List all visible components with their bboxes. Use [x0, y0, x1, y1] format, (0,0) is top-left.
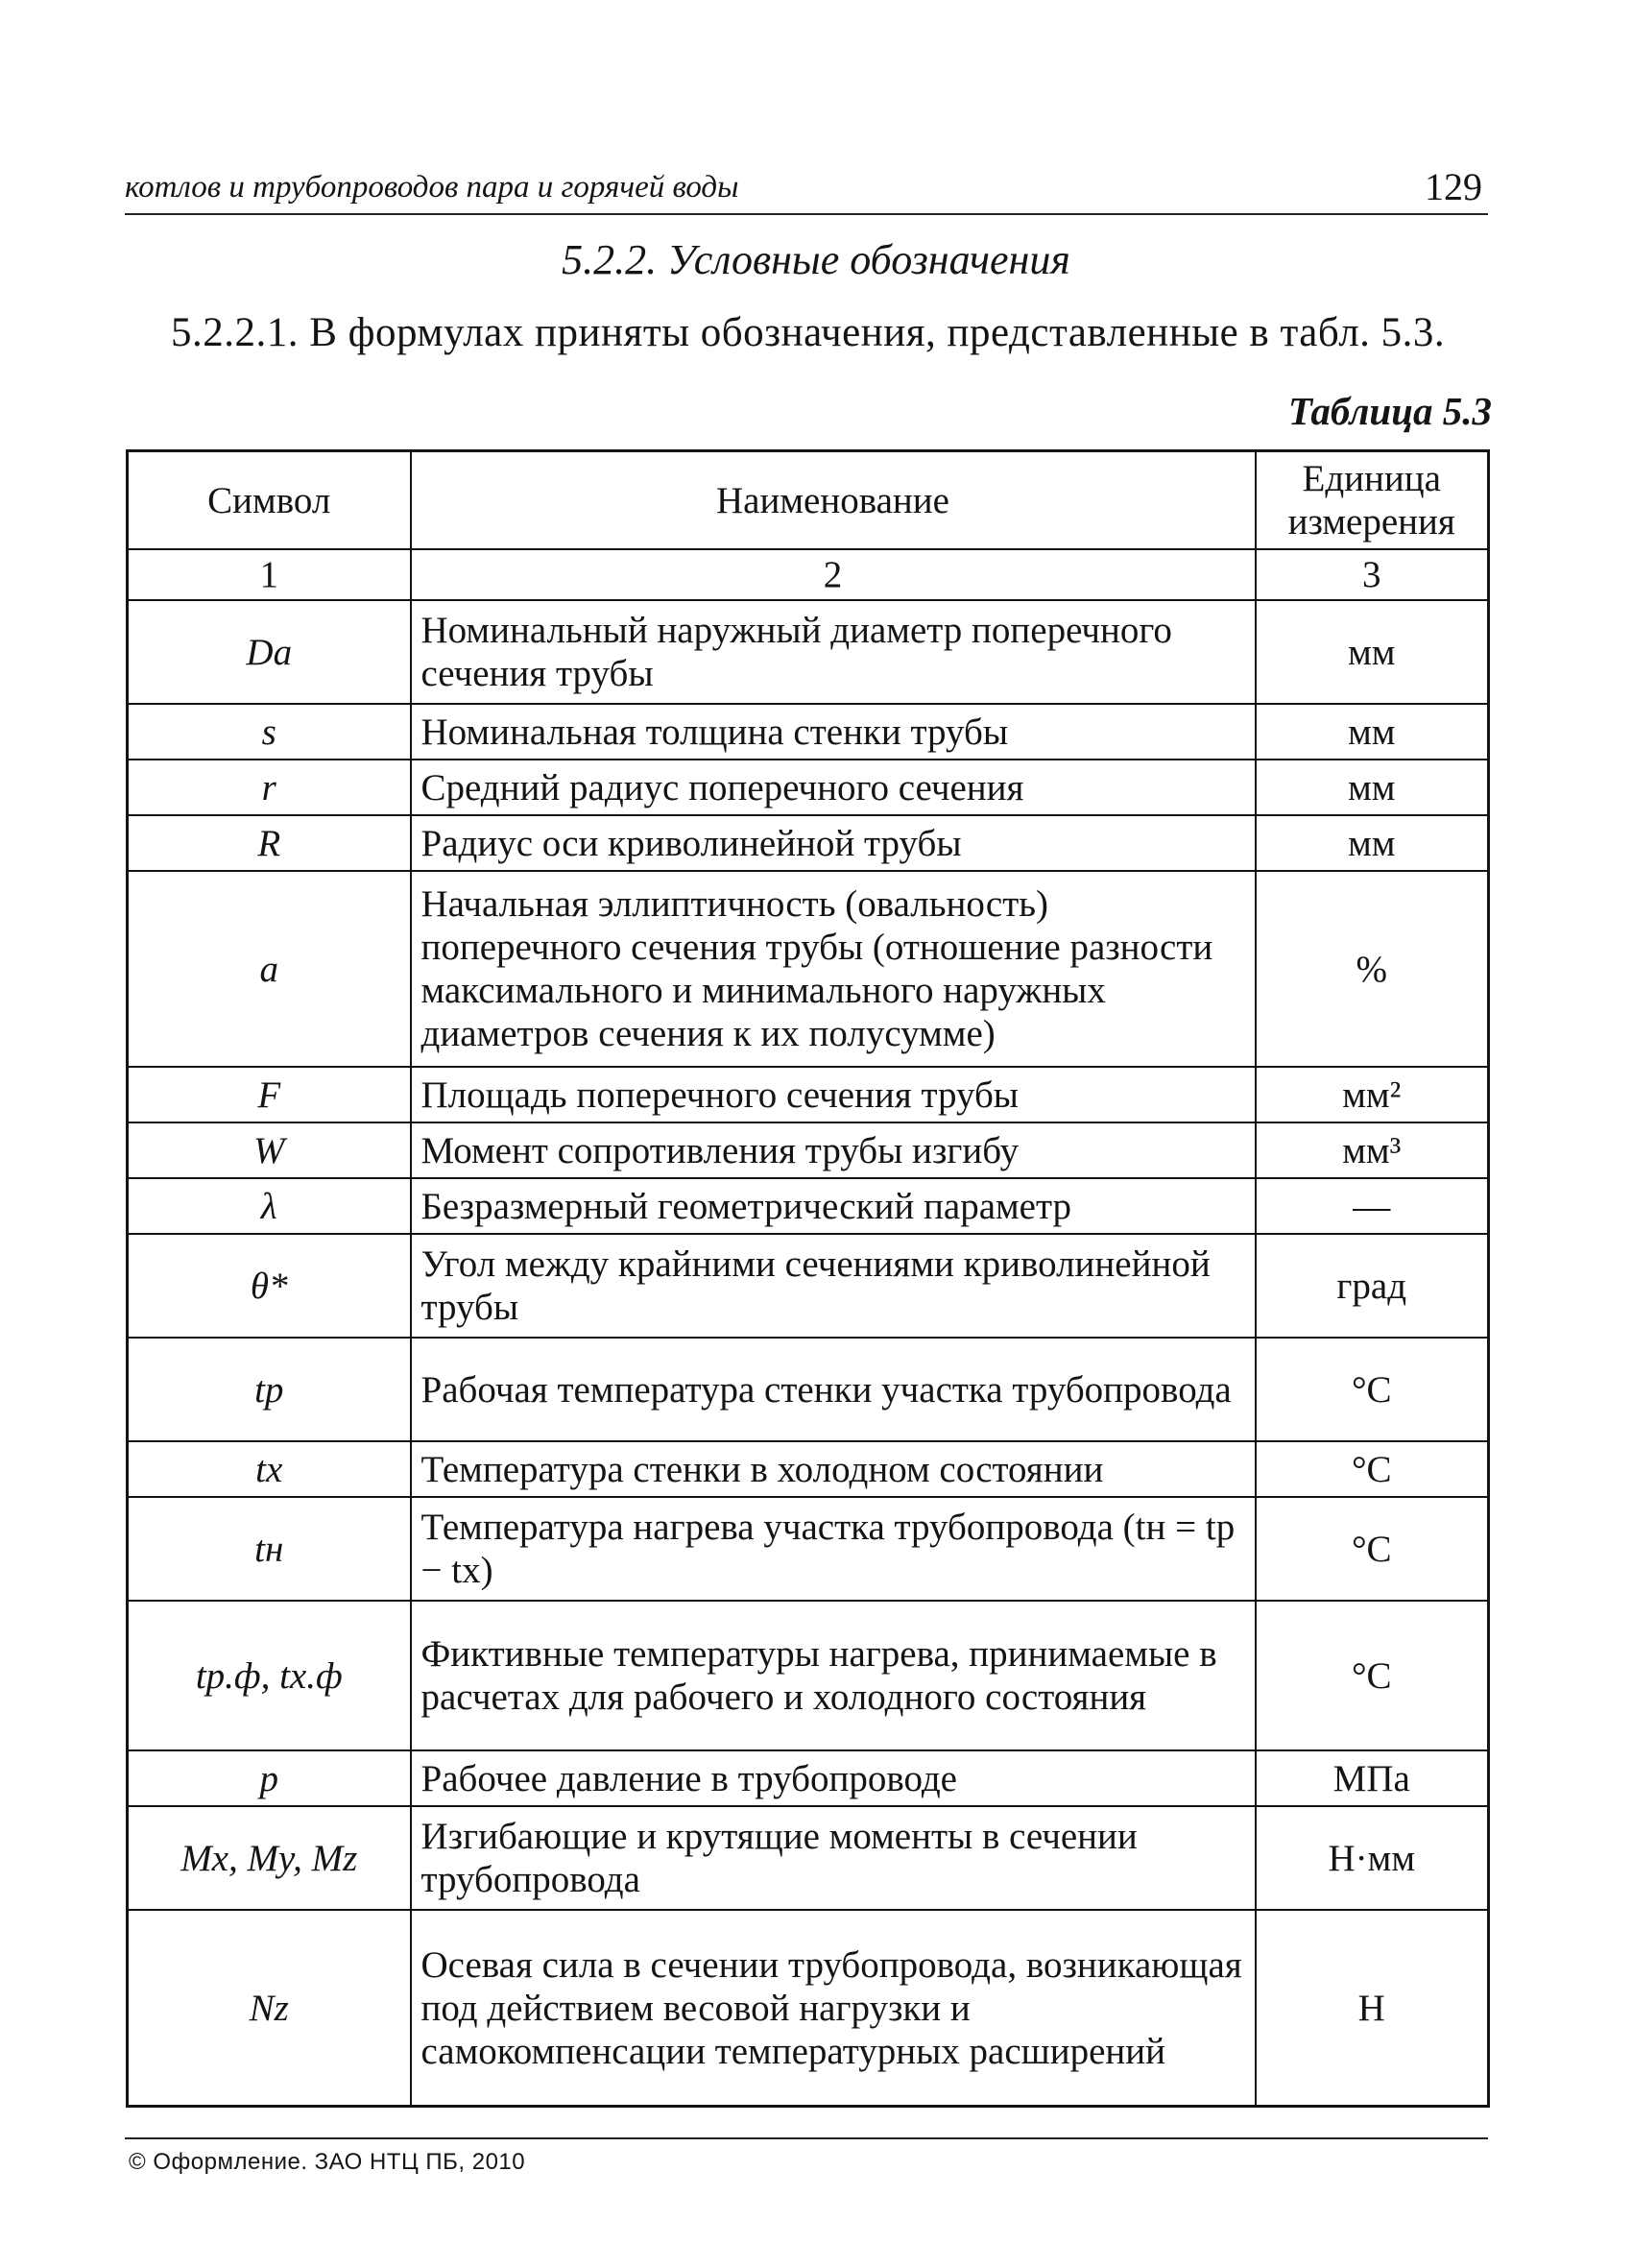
unit-cell: %	[1256, 871, 1489, 1067]
running-header	[125, 163, 1488, 215]
table-row	[128, 1122, 1489, 1178]
table-row	[128, 600, 1489, 704]
unit-cell: —	[1256, 1178, 1489, 1234]
copyright-footer: © Оформление. ЗАО НТЦ ПБ, 2010	[129, 2149, 526, 2175]
name-cell: Площадь поперечного сечения трубы	[411, 1067, 1256, 1122]
name-cell: Температура стенки в холодном состоянии	[411, 1441, 1256, 1497]
intro-paragraph: 5.2.2.1. В формулах приняты обозначения, представленные в табл. 5.3.	[171, 310, 1446, 355]
name-cell: Изгибающие и крутящие моменты в сечении трубопровода	[411, 1806, 1256, 1910]
symbol-cell: tр.ф, tх.ф	[128, 1601, 411, 1750]
symbol-cell: Mx, My, Mz	[128, 1806, 411, 1910]
running-title: котлов и трубопроводов пара и горячей воды	[125, 170, 739, 205]
unit-cell: град	[1256, 1234, 1489, 1338]
symbol-cell: θ*	[128, 1234, 411, 1338]
symbol-cell: Da	[128, 600, 411, 704]
unit-cell: °С	[1256, 1601, 1489, 1750]
column-number-row	[128, 549, 1489, 600]
symbol-cell: tн	[128, 1497, 411, 1601]
name-cell: Рабочая температура стенки участка трубопровода	[411, 1338, 1256, 1441]
name-cell: Начальная эллиптичность (овальность) поперечного сечения трубы (отношение разности максимального и минимального наружных диаметров сечения к их полусумме)	[411, 871, 1256, 1067]
unit-cell: Н	[1256, 1910, 1489, 2107]
name-cell: Безразмерный геометрический параметр	[411, 1178, 1256, 1234]
symbol-cell: r	[128, 760, 411, 815]
column-number: 3	[1256, 549, 1489, 600]
section-title: 5.2.2. Условные обозначения	[562, 236, 1070, 283]
symbol-cell: s	[128, 704, 411, 760]
symbol-cell: F	[128, 1067, 411, 1122]
table-row	[128, 1497, 1489, 1601]
footer-divider	[125, 2137, 1488, 2139]
unit-cell: Н·мм	[1256, 1806, 1489, 1910]
unit-cell: мм³	[1256, 1122, 1489, 1178]
symbol-cell: a	[128, 871, 411, 1067]
symbol-cell: R	[128, 815, 411, 871]
unit-cell: МПа	[1256, 1750, 1489, 1806]
symbol-cell: W	[128, 1122, 411, 1178]
table-caption: Таблица 5.3	[1287, 389, 1492, 433]
symbol-cell: p	[128, 1750, 411, 1806]
symbol-cell: tх	[128, 1441, 411, 1497]
name-cell: Момент сопротивления трубы изгибу	[411, 1122, 1256, 1178]
unit-cell: °С	[1256, 1338, 1489, 1441]
symbol-cell: λ	[128, 1178, 411, 1234]
table-row	[128, 815, 1489, 871]
name-cell: Средний радиус поперечного сечения	[411, 760, 1256, 815]
table-row	[128, 1806, 1489, 1910]
column-number: 2	[411, 549, 1256, 600]
symbol-cell: tр	[128, 1338, 411, 1441]
table-header-row	[128, 451, 1489, 550]
page-number: 129	[1425, 165, 1482, 208]
unit-cell: мм	[1256, 760, 1489, 815]
table-row	[128, 1750, 1489, 1806]
unit-cell: °С	[1256, 1497, 1489, 1601]
unit-cell: мм	[1256, 815, 1489, 871]
header-name: Наименование	[411, 451, 1256, 550]
unit-cell: °С	[1256, 1441, 1489, 1497]
table-row	[128, 1234, 1489, 1338]
table-row	[128, 704, 1489, 760]
unit-cell: мм²	[1256, 1067, 1489, 1122]
symbols-table	[126, 449, 1490, 2108]
name-cell: Осевая сила в сечении трубопровода, возникающая под действием весовой нагрузки и самокомпенсации температурных расширений	[411, 1910, 1256, 2107]
header-unit: Единица измерения	[1256, 451, 1489, 550]
name-cell: Номинальная толщина стенки трубы	[411, 704, 1256, 760]
name-cell: Рабочее давление в трубопроводе	[411, 1750, 1256, 1806]
table-row	[128, 1338, 1489, 1441]
symbol-cell: Nz	[128, 1910, 411, 2107]
table-row	[128, 1441, 1489, 1497]
table-row	[128, 760, 1489, 815]
unit-cell: мм	[1256, 704, 1489, 760]
column-number: 1	[128, 549, 411, 600]
name-cell: Радиус оси криволинейной трубы	[411, 815, 1256, 871]
name-cell: Номинальный наружный диаметр поперечного сечения трубы	[411, 600, 1256, 704]
header-symbol: Символ	[128, 451, 411, 550]
table-row	[128, 1067, 1489, 1122]
table-row	[128, 871, 1489, 1067]
table-row	[128, 1601, 1489, 1750]
table-row	[128, 1178, 1489, 1234]
unit-cell: мм	[1256, 600, 1489, 704]
name-cell: Температура нагрева участка трубопровода (tн = tр − tх)	[411, 1497, 1256, 1601]
name-cell: Фиктивные температуры нагрева, принимаемые в расчетах для рабочего и холодного состояния	[411, 1601, 1256, 1750]
table-row	[128, 1910, 1489, 2107]
name-cell: Угол между крайними сечениями криволинейной трубы	[411, 1234, 1256, 1338]
